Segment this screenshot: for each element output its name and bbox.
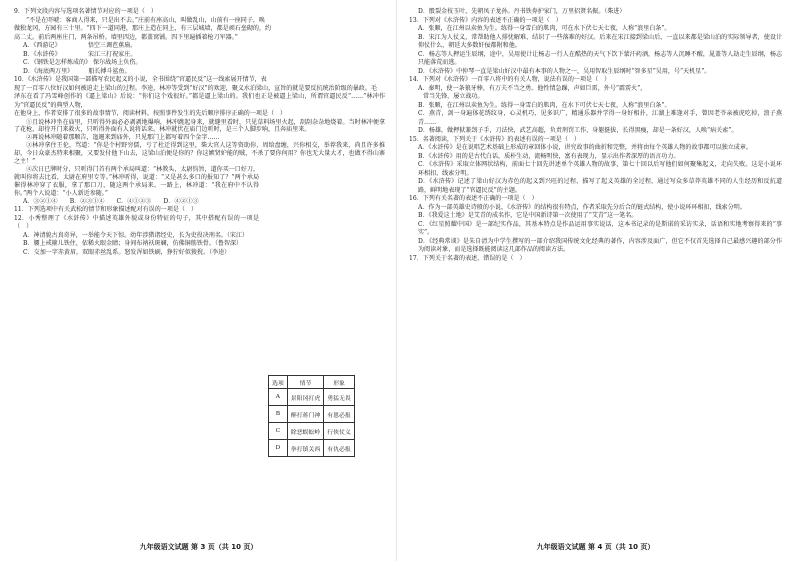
question-9-passage-line-3: 高二丈。前后两座庄门，两条吊桥。墙里四边，都盖窝铺。四下里遍插着枪刀军器。” — [14, 33, 238, 41]
table-cell: 有仇必报 — [324, 440, 355, 457]
question-12-option-a: A．神清貌古真奇异，一举能令天下惊。幼年涉猎诸经史，长为吏役决刑名。（宋江） — [23, 231, 249, 239]
question-9-option-b: B．《水浒传》 宋江三打祝家庄。 — [23, 50, 137, 58]
table-cell: B — [269, 406, 288, 423]
table-cell: 景阳冈打虎 — [287, 389, 323, 406]
question-15-option-c: C．《水浒传》采取立体网状结构，前面七十回先讲述单个英雄人物的故事，第七十回以后写他们如何聚集起义，走向失败。这是小说环环相扣、线索分明。 — [418, 161, 782, 177]
question-14-option-b: B．张顺，在江州以卖鱼为生。练得一身雪白的肌肉，在水下可伏七天七夜，人称“浪里白条”。 — [418, 101, 671, 109]
question-9-option-d: D．《海底两万里》 船长搏斗鲨鱼。 — [23, 67, 131, 75]
question-12-option-b: B．腰上戒箍儿铁住，依稀火眼金睛；身间布衲袄斑斓，仿佛铜筋铁骨。（鲁智深） — [23, 240, 243, 248]
question-9-passage-line-2: 做独龙冈，方园有三十里。“四下一道同港，那庄上造在同上，有三层城墙，都是顽石垒砌的，约 — [14, 25, 272, 32]
page-3-content — [14, 8, 385, 257]
table-row — [269, 440, 355, 457]
question-10-excerpt-2: ②再说林冲随着那顺告，迤逦来到庙外，只见那门上都写着四个金字…… — [26, 134, 220, 142]
question-9-option-c: C．《钢铁是怎样炼成的》 保尔战场上负伤。 — [23, 59, 142, 66]
question-9-option-a: A．《西游记》 悟空三调芭蕉扇。 — [23, 42, 137, 49]
table-row — [269, 423, 355, 440]
question-16-stem: 16．下列有关名著的表述不正确的一项是（ ） — [409, 195, 538, 202]
question-10-excerpt-1: ①且说林冲坐在庙里，只听得外面必必剥剥地爆响，林冲跳起身来，就缝里看时，只见草料场里火起，刮刮杂杂地烧着。当时林冲便拿了花枪，却待开门来救火，只听得外面有人说将话来。林冲就伏在庙门边听时，是三个人脚步响，且奔庙里来。 — [14, 118, 385, 134]
table-header-plot: 情节 — [287, 376, 323, 389]
table-cell: 行侠仗义 — [324, 423, 355, 440]
table-row — [269, 389, 355, 406]
table-cell: 拳打镇关西 — [287, 440, 323, 457]
table-cell: C — [269, 423, 288, 440]
table-cell: 除恶蜈蚣岭 — [287, 423, 323, 440]
table-row — [269, 406, 355, 423]
question-13-stem: 13．下列对《水浒传》内容的表述不正确的一项是（ ） — [409, 16, 562, 24]
question-12-option-d: D．骰裂金枝玉叶，先朝凤子龙孙。丹书铁券护家门，万里招贤名振。（柴进） — [418, 8, 626, 15]
question-10-options: A．③②①④ B．②③①④ C．④①②③ D．④②①③ — [23, 197, 199, 205]
table-header-option: 选项 — [269, 376, 288, 389]
question-12-stem: 12．小秀整理了《水浒传》中描述英雄外貌或身份特征的句子，其中搭配有误的一项是（ ） — [14, 214, 259, 231]
table-cell: 勇猛无畏 — [324, 389, 355, 406]
page-4 — [397, 0, 794, 561]
question-14-option-d: D．杨雄，做押狱兼刽子手，刀法快，武艺高超，负责刑罚工作，身躯挺拔，长得黑瘦，却是一条好汉，人唤“病关索”。 — [418, 127, 738, 134]
question-14-option-a-cont: 常当先锋，屡立战功。 — [423, 93, 484, 100]
question-13-option-c: C．杨志等人押运生辰纲，途中，吴用使计让杨志一行人在酷热的天气下饮下蒙汗药酒，杨志等人沉睡不醒，晁盖等人劫走生辰纲，杨志只能落荒而逃。 — [418, 50, 782, 66]
question-15-option-d: D．《水浒传》记述了梁山好汉为赤色的起义到兴旺的过程，描写了起义英雄的全过程，通过写众多草莽英雄不同的人生经历和反抗道路，鲜明地表现了“官逼民反”的主题。 — [418, 178, 782, 194]
question-9-stem: 9．下列文段内容与选项名著情节对应的一项是（ ） — [14, 8, 157, 15]
question-10-stem-2: 现了一百零八位好汉如何被迫走上梁山的过程。李逵，林冲等受到“好汉”的欢迎，聚义水泊梁山，宣旨的就是要反抗统治阶级的暴政。毛 — [14, 84, 377, 92]
page-3-footer: 九年级语文试题 第 3 页（共 10 页） — [139, 543, 258, 551]
table-cell: 有恩必报 — [324, 406, 355, 423]
question-11-table — [268, 375, 355, 457]
question-14-stem: 14．下列对《水浒传》一百零八将中的有关人物，说法有误的一项是（ ） — [409, 76, 611, 83]
question-12-option-c: C．交加一字赤黄眉，双眼赤丝乱系。怒发浑如铁刷，狰狞好似狻猊。（李逵） — [23, 248, 231, 256]
table-header-row — [269, 376, 355, 389]
question-15-option-b: B．《水浒传》用的是古代白话，质朴生动，流畅明快，富有表现力，显示出作者深厚的语言功力。 — [418, 152, 680, 160]
table-cell: A — [269, 389, 288, 406]
question-10-stem-4: 在他身上，作者安排了很多的故事情节，阅读材料，按照事件发生的先后顺序排序正确的一项是（ ） — [14, 110, 287, 117]
question-10-stem-3: 泽东在看了冯雪峰创作的《逼上梁山》后说：“你们这个戏很好。”都是逼上梁山的。我们也正是被逼上梁山，所谓官逼民反”……”林冲作为“官逼民反”的典型人物， — [14, 93, 385, 109]
table-header-image: 形象 — [324, 376, 355, 389]
question-10-excerpt-3: ③林冲拿住王伦，骂道：“你是个村野穷儒，亏了杜迁得到这里，柴大官人这等资助你，周给盘缠，兴你相交，举荐我来，尚且许多推却，今日众豪杰特来相聚，又要发付他下山去，这梁山泊便是你的？你这嫉贤妒能的贼，不杀了要你何用？你也无大量大才，也做不得山寨之主！” — [14, 142, 385, 166]
question-14-option-a: A．秦明，使一条狼牙棒，有万夫不当之勇。他性情急躁，声如巨雷，外号“霹雳火”， — [418, 84, 647, 92]
question-16-option-c: C．《红星照耀中国》是一部纪实作品，其基本特点是作品运用事实说话，这本书记录的是斯诺的采访实录，话语和实地考察得来的“事实”。 — [418, 220, 782, 236]
question-10-stem: 10．《水浒传》是我国第一部描写农民起义的小说，全书围绕“官逼民反”这一线索展开情节，表 — [14, 76, 267, 83]
question-15-option-a: A．《水浒传》是在说唱艺术基础上形成的章回体小说，讲究故事的曲折和完整，并将由每个英雄人物的故事都可以独立成章。 — [418, 144, 752, 151]
question-13-option-b: B．宋江为人仗义，常帮助他人排忧解难，结识了一些落难的好汉。后来在宋江接到梁山后，一直以来都是梁山泊的实际领导者，使设计仰仗什么，朝廷大多数奸佞都附和他。 — [418, 33, 782, 49]
question-10-excerpt-4: ④次日已牌时分，只听得门首有两个承局叫道：“林教头，太尉钧旨，道你买一口好刀，就叫你将去比看，太尉在府里专等。”林冲听得，说道：“又是甚么多口的报知了？”两个承局催得林冲穿了衣服，拿了那口刀，随这两个承局来。一路上，林冲道：“我在府中不认得你。”两个人说道：“小人新近参随。” — [14, 165, 259, 197]
table-cell: 醉打蒋门神 — [287, 406, 323, 423]
question-11-stem: 11．下列选项中有关武松的情节和形象描述配对有误的一项是（ ） — [14, 206, 198, 214]
question-13-option-a: A．张顺，在江州以卖鱼为生。练得一身雪白的肌肉，可在水下伏七天七夜，人称“浪里白条”。 — [418, 25, 671, 32]
question-16-option-b: B．《我爱这土地》是艾青的成名作，它是中国新诗第一次使用了“艾青”这一笔名。 — [418, 212, 638, 219]
question-9-passage-line-1: “不是在吓唬：客商人得来，只是出不去。”庄前有座高山，叫做乱山，山前有一座同子，唤 — [26, 16, 265, 24]
question-16-option-a: A．作为一部英雄史诗般的小说，《水浒传》的结构很有特点，作者采取先分后合的链式结构，使小说环环相扣，线索分明。 — [418, 203, 746, 211]
question-17-stem: 17．下列关于名著的表述，错误的是（ ） — [409, 254, 526, 262]
page-4-footer: 九年级语文试题 第 4 页（共 10 页） — [536, 543, 655, 551]
question-15-stem: 15．名著阅读，下列关于《水浒传》的表述有误的一项是（ ） — [409, 135, 580, 143]
question-14-option-c: C．燕青，剑一身遍体花绣纹身，心灵机巧，见多识广，精通乐器并学得一身好相扑，江湖上难逢对手，曾因老爷亲被虎吃掉，浪子燕青…… — [418, 110, 782, 126]
page-4-content — [409, 8, 782, 263]
question-13-option-d: D．《水浒传》中仲琴一直是梁山好汉中最有本事的人物之一，吴用智取生辰纲时“智多星”吴用，号“天机星”。 — [418, 67, 711, 75]
table-cell: D — [269, 440, 288, 457]
question-16-option-d: D．《经典常谈》是朱自清为中学生撰写的一部介绍我国传统文化经典的著作，内容涉及面广，但它不仅首先选择自己最感兴趣的部分作为阅读对象，而是选择既能阅读这几部作品的阅读方法。 — [418, 237, 782, 253]
